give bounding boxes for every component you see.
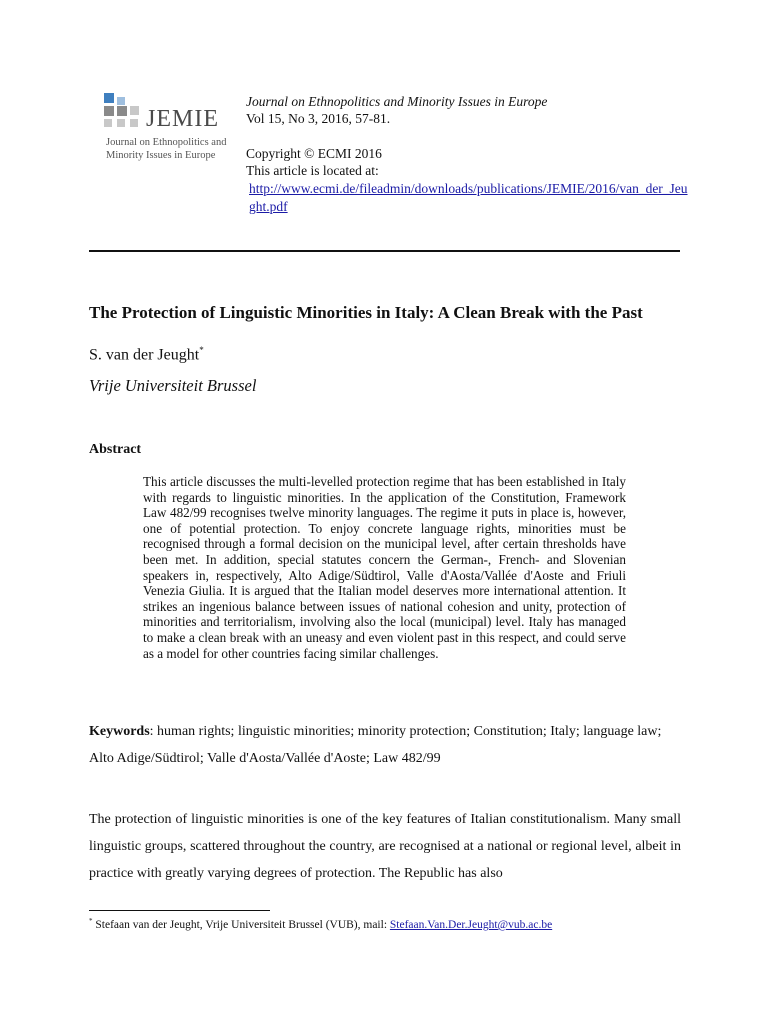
abstract-text: This article discusses the multi-levelled protection regime that has been established in Italy with regards to linguistic minorities. In the application of the Constitution, Framework Law 482/99 recognises twelve minority languages. The regime it puts in place is, however, one of potential protection. To enjoy concrete language rights, minorities must be recognised through a formal decision on the municipal level, after certain thresholds have been met. In addition, special statutes concern the German-, French- and Slovenian speakers in, respectively, Alto Adige/Südtirol, Valle d'Aosta/Vallée d'Aoste and Friuli Venezia Giulia. It is argued that the Italian model deserves more international attention. It strikes an ingenious balance between issues of national cohesion and unity, protection of minorities and territorialism, involving also the local (municipal) level. Italy has managed to make a clean break with an uneasy and even violent past in this respect, and could serve as a model for other countries facing similar challenges.: [143, 474, 626, 661]
abstract-heading: Abstract: [89, 442, 142, 457]
footnote: [89, 917, 552, 931]
logo-square-5: [130, 106, 139, 115]
author-text: S. van der Jeught: [89, 346, 200, 364]
journal-info: [246, 93, 547, 127]
logo-wordmark: JEMIE: [146, 106, 219, 132]
article-title: The Protection of Linguistic Minorities in Italy: A Clean Break with the Past: [89, 303, 643, 322]
logo-subtitle: Journal on Ethnopolitics and Minority Issues in Europe: [106, 137, 227, 161]
keywords-label: Keywords: [89, 724, 150, 739]
footnote-text: Stefaan van der Jeught, Vrije Universiteit Brussel (VUB), mail:: [92, 918, 390, 931]
author-name: [89, 345, 204, 364]
keywords-list: : human rights; linguistic minorities; minority protection; Constitution; Italy; language law; Alto Adige/Südtirol; Valle d'Aosta/Vallée d'Aoste; Law 482/99: [89, 724, 662, 766]
author-footnote-mark[interactable]: *: [199, 345, 204, 355]
logo-square-1: [104, 93, 114, 103]
logo-square-3: [104, 106, 114, 116]
journal-volume: Vol 15, No 3, 2016, 57-81.: [246, 111, 391, 126]
logo-square-4: [117, 106, 127, 116]
logo-square-2: [117, 97, 125, 105]
copyright-block: [246, 145, 382, 179]
copyright-text: Copyright © ECMI 2016: [246, 146, 382, 161]
jemie-logo-mark: [104, 93, 144, 129]
footnote-email-link[interactable]: Stefaan.Van.Der.Jeught@vub.ac.be: [389, 918, 553, 931]
keywords: [89, 718, 681, 772]
logo-square-6: [104, 119, 112, 127]
footnote-mark: *: [89, 917, 93, 925]
body-paragraph: The protection of linguistic minorities is one of the key features of Italian constitutionalism. Many small linguistic groups, scattered throughout the country, are recognised at a national or regional level, albeit in practice with greatly varying degrees of protection. The Republic has also: [89, 812, 681, 881]
journal-name: Journal on Ethnopolitics and Minority Issues in Europe: [246, 94, 548, 109]
footnote-divider: [89, 910, 270, 911]
article-url-link[interactable]: http://www.ecmi.de/fileadmin/downloads/publications/JEMIE/2016/van_der_Jeught.pdf: [249, 181, 688, 214]
logo-square-7: [117, 119, 125, 127]
located-label: This article is located at:: [246, 163, 379, 178]
logo-square-8: [130, 119, 138, 127]
author-affiliation: Vrije Universiteit Brussel: [89, 376, 257, 395]
header-divider: [89, 250, 680, 252]
